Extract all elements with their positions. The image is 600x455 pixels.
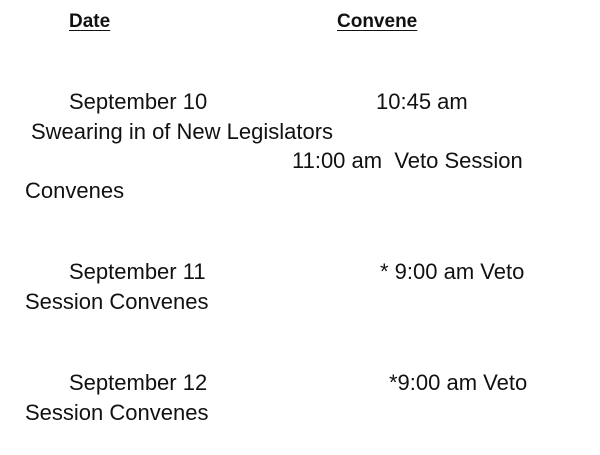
entry-time-description: * 9:00 am Veto xyxy=(380,259,525,284)
entry-date: September 10 xyxy=(69,89,208,114)
entry-description-continued: Convenes xyxy=(25,178,125,203)
entry-date: September 11 xyxy=(69,259,206,284)
date-column-header: Date xyxy=(69,11,111,32)
entry-date: September 12 xyxy=(69,370,208,395)
entry-description-continued: Session Convenes xyxy=(25,289,209,314)
entry-time: 10:45 am xyxy=(376,89,468,114)
entry-description: Swearing in of New Legislators xyxy=(31,119,334,144)
entry-time-description: 11:00 am Veto Session xyxy=(292,148,523,173)
entry-time-description: *9:00 am Veto xyxy=(389,370,528,395)
convene-column-header: Convene xyxy=(337,11,418,32)
entry-description-continued: Session Convenes xyxy=(25,400,209,425)
